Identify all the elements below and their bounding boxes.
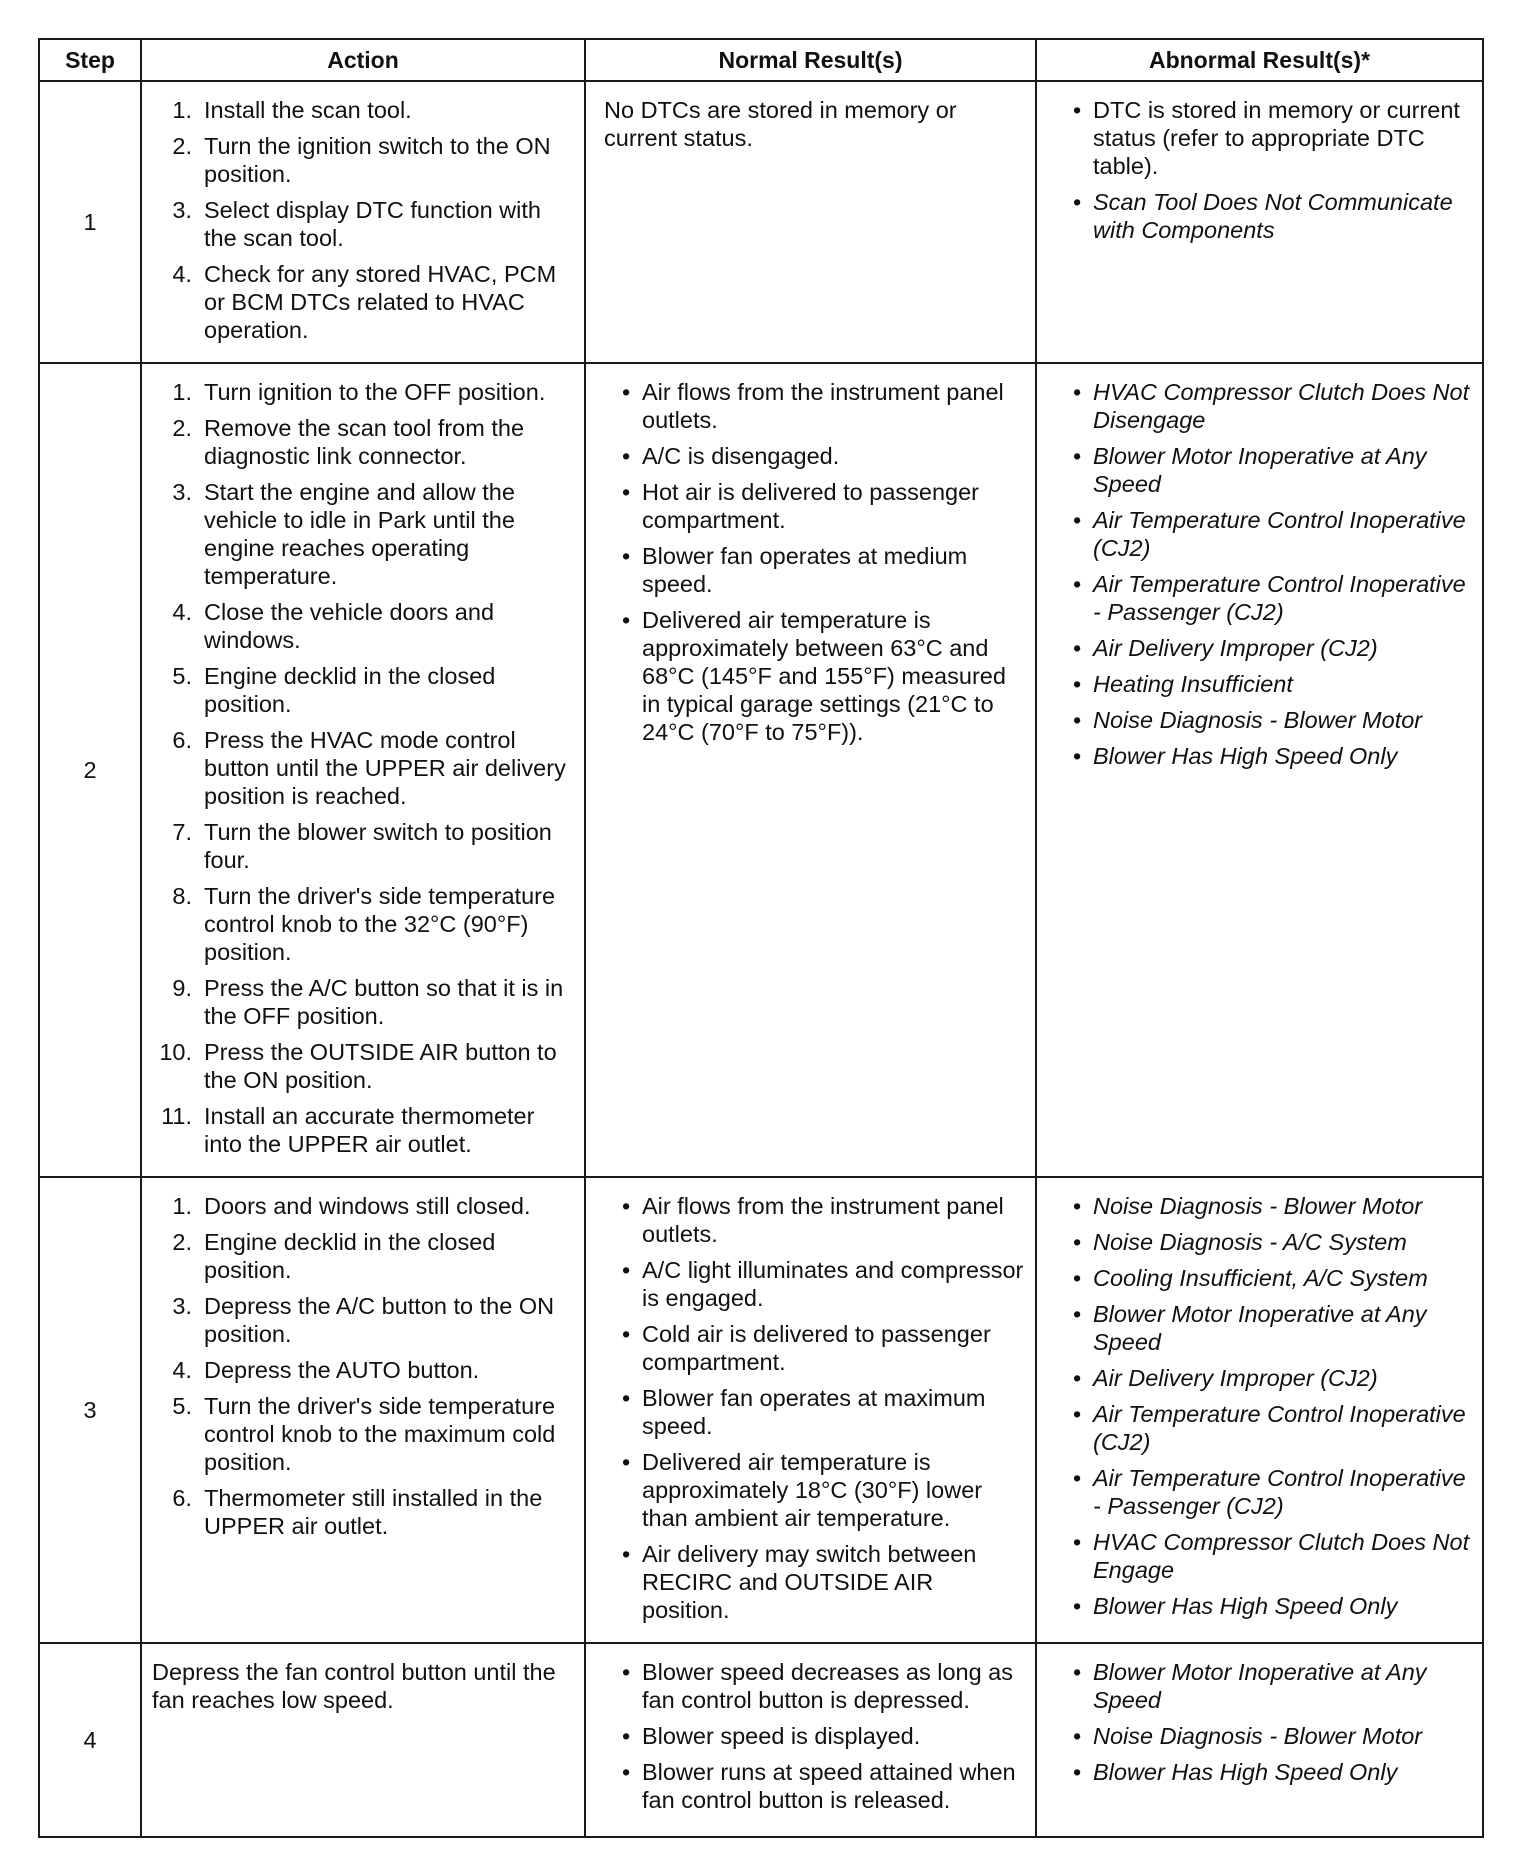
action-item-text: Doors and windows still closed. bbox=[204, 1193, 531, 1219]
action-item-text: Select display DTC function with the scan tool. bbox=[204, 197, 541, 251]
bullet-icon: • bbox=[622, 1449, 631, 1475]
abnormal-result-text: Noise Diagnosis - A/C System bbox=[1093, 1229, 1407, 1255]
abnormal-result-text: Blower Has High Speed Only bbox=[1093, 743, 1398, 769]
step-number: 1 bbox=[39, 81, 141, 363]
bullet-icon: • bbox=[622, 1659, 631, 1685]
normal-result-text: Delivered air temperature is approximately 18°C (30°F) lower than ambient air temperature. bbox=[642, 1449, 983, 1531]
action-item-number: 4. bbox=[172, 261, 192, 287]
normal-result-item bbox=[612, 1256, 1025, 1312]
normal-results-list bbox=[612, 1192, 1025, 1624]
abnormal-result-item bbox=[1063, 742, 1472, 770]
action-item-text: Press the A/C button so that it is in the OFF position. bbox=[204, 975, 564, 1029]
table-row bbox=[39, 363, 1483, 1177]
abnormal-result-item bbox=[1063, 188, 1472, 244]
action-item-number: 8. bbox=[172, 883, 192, 909]
abnormal-result-item bbox=[1063, 1364, 1472, 1392]
abnormal-result-text: Blower Has High Speed Only bbox=[1093, 1593, 1398, 1619]
action-item bbox=[152, 1228, 574, 1284]
action-item-text: Thermometer still installed in the UPPER air outlet. bbox=[204, 1485, 543, 1539]
normal-results-cell bbox=[585, 1643, 1036, 1837]
normal-result-item bbox=[612, 478, 1025, 534]
action-item-number: 3. bbox=[172, 197, 192, 223]
bullet-icon: • bbox=[1073, 1659, 1082, 1685]
action-item-text: Engine decklid in the closed position. bbox=[204, 663, 496, 717]
action-item-number: 4. bbox=[172, 599, 192, 625]
header-step: Step bbox=[39, 39, 141, 81]
abnormal-result-item bbox=[1063, 1758, 1472, 1786]
action-item-text: Turn the ignition switch to the ON position. bbox=[204, 133, 551, 187]
bullet-icon: • bbox=[622, 607, 631, 633]
normal-result-item bbox=[612, 1448, 1025, 1532]
action-item-text: Press the OUTSIDE AIR button to the ON position. bbox=[204, 1039, 557, 1093]
bullet-icon: • bbox=[1073, 1193, 1082, 1219]
action-item-text: Check for any stored HVAC, PCM or BCM DTCs related to HVAC operation. bbox=[204, 261, 557, 343]
bullet-icon: • bbox=[1073, 671, 1082, 697]
step-number: 2 bbox=[39, 363, 141, 1177]
normal-result-text: Blower fan operates at medium speed. bbox=[642, 543, 968, 597]
bullet-icon: • bbox=[1073, 443, 1082, 469]
normal-result-text: Air flows from the instrument panel outlets. bbox=[642, 1193, 1004, 1247]
normal-results-cell bbox=[585, 363, 1036, 1177]
normal-result-item bbox=[612, 1540, 1025, 1624]
abnormal-result-text: HVAC Compressor Clutch Does Not Disengage bbox=[1093, 379, 1470, 433]
abnormal-result-item bbox=[1063, 1464, 1472, 1520]
abnormal-results-cell bbox=[1036, 363, 1483, 1177]
action-item bbox=[152, 1038, 574, 1094]
table-row bbox=[39, 81, 1483, 363]
action-item-number: 1. bbox=[172, 1193, 192, 1219]
action-item-text: Press the HVAC mode control button until the UPPER air delivery position is reached. bbox=[204, 727, 566, 809]
action-item-text: Start the engine and allow the vehicle to idle in Park until the engine reaches operating temperature. bbox=[204, 479, 515, 589]
abnormal-result-item bbox=[1063, 442, 1472, 498]
abnormal-result-text: Noise Diagnosis - Blower Motor bbox=[1093, 1193, 1423, 1219]
action-item-text: Turn ignition to the OFF position. bbox=[204, 379, 546, 405]
abnormal-result-item bbox=[1063, 570, 1472, 626]
abnormal-result-text: Blower Motor Inoperative at Any Speed bbox=[1093, 1301, 1427, 1355]
bullet-icon: • bbox=[1073, 97, 1082, 123]
normal-result-text: Hot air is delivered to passenger compartment. bbox=[642, 479, 980, 533]
header-row bbox=[39, 39, 1483, 81]
abnormal-results-cell bbox=[1036, 1177, 1483, 1643]
action-item-number: 6. bbox=[172, 727, 192, 753]
action-item-number: 5. bbox=[172, 663, 192, 689]
action-item-number: 2. bbox=[172, 1229, 192, 1255]
header-abnormal-results: Abnormal Result(s)* bbox=[1036, 39, 1483, 81]
action-item bbox=[152, 96, 574, 124]
abnormal-result-text: Blower Has High Speed Only bbox=[1093, 1759, 1398, 1785]
action-item-number: 6. bbox=[172, 1485, 192, 1511]
abnormal-results-cell bbox=[1036, 81, 1483, 363]
action-item-text: Engine decklid in the closed position. bbox=[204, 1229, 496, 1283]
normal-result-item bbox=[612, 1658, 1025, 1714]
normal-result-text: No DTCs are stored in memory or current status. bbox=[604, 97, 957, 151]
action-cell bbox=[141, 81, 585, 363]
action-item-number: 9. bbox=[172, 975, 192, 1001]
normal-result-item bbox=[612, 1722, 1025, 1750]
abnormal-result-item bbox=[1063, 1528, 1472, 1584]
action-item bbox=[152, 1392, 574, 1476]
action-cell bbox=[141, 1643, 585, 1837]
abnormal-result-item bbox=[1063, 1228, 1472, 1256]
bullet-icon: • bbox=[1073, 635, 1082, 661]
normal-result-item bbox=[612, 442, 1025, 470]
bullet-icon: • bbox=[1073, 1465, 1082, 1491]
abnormal-result-item bbox=[1063, 706, 1472, 734]
abnormal-results-list bbox=[1063, 378, 1472, 770]
normal-result-text: Cold air is delivered to passenger compartment. bbox=[642, 1321, 991, 1375]
abnormal-result-item bbox=[1063, 1592, 1472, 1620]
normal-result-item bbox=[612, 542, 1025, 598]
bullet-icon: • bbox=[1073, 1301, 1082, 1327]
abnormal-result-item bbox=[1063, 506, 1472, 562]
action-item-number: 1. bbox=[172, 97, 192, 123]
normal-results-cell bbox=[585, 1177, 1036, 1643]
abnormal-result-text: Air Temperature Control Inoperative (CJ2) bbox=[1093, 507, 1466, 561]
normal-result-text: Blower fan operates at maximum speed. bbox=[642, 1385, 986, 1439]
step-number: 4 bbox=[39, 1643, 141, 1837]
abnormal-result-text: Noise Diagnosis - Blower Motor bbox=[1093, 707, 1423, 733]
bullet-icon: • bbox=[622, 1723, 631, 1749]
action-item bbox=[152, 1102, 574, 1158]
abnormal-result-item bbox=[1063, 670, 1472, 698]
action-item-text: Install an accurate thermometer into the UPPER air outlet. bbox=[204, 1103, 535, 1157]
abnormal-result-text: Air Delivery Improper (CJ2) bbox=[1093, 1365, 1378, 1391]
abnormal-result-text: Cooling Insufficient, A/C System bbox=[1093, 1265, 1428, 1291]
normal-results-list bbox=[612, 1658, 1025, 1814]
abnormal-results-list bbox=[1063, 96, 1472, 244]
abnormal-result-text: DTC is stored in memory or current status (refer to appropriate DTC table). bbox=[1093, 97, 1460, 179]
bullet-icon: • bbox=[622, 1759, 631, 1785]
action-item bbox=[152, 414, 574, 470]
normal-result-item bbox=[612, 1192, 1025, 1248]
abnormal-result-text: Noise Diagnosis - Blower Motor bbox=[1093, 1723, 1423, 1749]
action-item bbox=[152, 260, 574, 344]
abnormal-result-item bbox=[1063, 1192, 1472, 1220]
normal-result-text: Blower runs at speed attained when fan control button is released. bbox=[642, 1759, 1016, 1813]
normal-result-text: A/C is disengaged. bbox=[642, 443, 840, 469]
action-item-text: Remove the scan tool from the diagnostic link connector. bbox=[204, 415, 525, 469]
action-item-number: 11. bbox=[161, 1103, 192, 1129]
normal-result-item bbox=[612, 378, 1025, 434]
bullet-icon: • bbox=[622, 1193, 631, 1219]
normal-result-text: Delivered air temperature is approximately between 63°C and 68°C (145°F and 155°F) measured in typical garage settings (21°C to 24°C (70°F to 75°F)). bbox=[642, 607, 1006, 745]
bullet-icon: • bbox=[1073, 1759, 1082, 1785]
bullet-icon: • bbox=[622, 543, 631, 569]
action-list bbox=[152, 378, 574, 1158]
normal-result-text: Air delivery may switch between RECIRC and OUTSIDE AIR position. bbox=[642, 1541, 977, 1623]
bullet-icon: • bbox=[1073, 743, 1082, 769]
action-item-number: 3. bbox=[172, 1293, 192, 1319]
bullet-icon: • bbox=[1073, 707, 1082, 733]
action-cell bbox=[141, 363, 585, 1177]
abnormal-result-item bbox=[1063, 1658, 1472, 1714]
normal-result-item bbox=[612, 1384, 1025, 1440]
action-item-text: Depress the AUTO button. bbox=[204, 1357, 480, 1383]
normal-result-item bbox=[612, 1758, 1025, 1814]
normal-result-text: Blower speed is displayed. bbox=[642, 1723, 921, 1749]
abnormal-results-cell bbox=[1036, 1643, 1483, 1837]
action-list bbox=[152, 1192, 574, 1540]
bullet-icon: • bbox=[1073, 571, 1082, 597]
action-item-number: 2. bbox=[172, 133, 192, 159]
abnormal-result-text: HVAC Compressor Clutch Does Not Engage bbox=[1093, 1529, 1470, 1583]
action-cell bbox=[141, 1177, 585, 1643]
bullet-icon: • bbox=[622, 443, 631, 469]
bullet-icon: • bbox=[622, 1541, 631, 1567]
action-text: Depress the fan control button until the fan reaches low speed. bbox=[152, 1659, 556, 1713]
normal-result-text: Air flows from the instrument panel outlets. bbox=[642, 379, 1004, 433]
bullet-icon: • bbox=[622, 479, 631, 505]
abnormal-results-list bbox=[1063, 1192, 1472, 1620]
bullet-icon: • bbox=[1073, 379, 1082, 405]
action-item bbox=[152, 196, 574, 252]
diagnostic-table bbox=[38, 38, 1484, 1838]
abnormal-result-item bbox=[1063, 1264, 1472, 1292]
abnormal-result-text: Blower Motor Inoperative at Any Speed bbox=[1093, 443, 1427, 497]
abnormal-result-item bbox=[1063, 96, 1472, 180]
normal-result-text: Blower speed decreases as long as fan control button is depressed. bbox=[642, 1659, 1013, 1713]
action-item-number: 3. bbox=[172, 479, 192, 505]
action-item-text: Install the scan tool. bbox=[204, 97, 412, 123]
bullet-icon: • bbox=[622, 379, 631, 405]
action-item-number: 10. bbox=[159, 1039, 192, 1065]
abnormal-result-text: Heating Insufficient bbox=[1093, 671, 1293, 697]
bullet-icon: • bbox=[1073, 189, 1082, 215]
header-normal-results: Normal Result(s) bbox=[585, 39, 1036, 81]
table-row bbox=[39, 1177, 1483, 1643]
action-item-number: 1. bbox=[172, 379, 192, 405]
action-item bbox=[152, 726, 574, 810]
abnormal-result-item bbox=[1063, 634, 1472, 662]
action-item-text: Turn the blower switch to position four. bbox=[204, 819, 552, 873]
normal-results-list bbox=[612, 378, 1025, 746]
abnormal-result-text: Air Temperature Control Inoperative - Passenger (CJ2) bbox=[1093, 571, 1466, 625]
bullet-icon: • bbox=[1073, 507, 1082, 533]
action-item-number: 7. bbox=[172, 819, 192, 845]
action-item bbox=[152, 662, 574, 718]
action-item bbox=[152, 598, 574, 654]
action-item bbox=[152, 1292, 574, 1348]
action-item-text: Close the vehicle doors and windows. bbox=[204, 599, 495, 653]
action-item bbox=[152, 882, 574, 966]
normal-results-cell bbox=[585, 81, 1036, 363]
bullet-icon: • bbox=[1073, 1265, 1082, 1291]
abnormal-result-text: Scan Tool Does Not Communicate with Components bbox=[1093, 189, 1453, 243]
action-item bbox=[152, 1192, 574, 1220]
abnormal-result-text: Air Temperature Control Inoperative - Passenger (CJ2) bbox=[1093, 1465, 1466, 1519]
table-row bbox=[39, 1643, 1483, 1837]
header-action: Action bbox=[141, 39, 585, 81]
abnormal-result-text: Blower Motor Inoperative at Any Speed bbox=[1093, 1659, 1427, 1713]
abnormal-result-item bbox=[1063, 1722, 1472, 1750]
abnormal-results-list bbox=[1063, 1658, 1472, 1786]
action-item bbox=[152, 1356, 574, 1384]
action-item bbox=[152, 974, 574, 1030]
normal-result-text: A/C light illuminates and compressor is engaged. bbox=[642, 1257, 1024, 1311]
normal-result-item bbox=[612, 1320, 1025, 1376]
action-item-text: Turn the driver's side temperature control knob to the maximum cold position. bbox=[204, 1393, 556, 1475]
action-item bbox=[152, 378, 574, 406]
action-item bbox=[152, 478, 574, 590]
bullet-icon: • bbox=[622, 1385, 631, 1411]
abnormal-result-text: Air Temperature Control Inoperative (CJ2) bbox=[1093, 1401, 1466, 1455]
abnormal-result-text: Air Delivery Improper (CJ2) bbox=[1093, 635, 1378, 661]
normal-result-item bbox=[612, 606, 1025, 746]
bullet-icon: • bbox=[1073, 1529, 1082, 1555]
bullet-icon: • bbox=[622, 1257, 631, 1283]
bullet-icon: • bbox=[1073, 1365, 1082, 1391]
action-item-text: Turn the driver's side temperature control knob to the 32°C (90°F) position. bbox=[204, 883, 556, 965]
action-item bbox=[152, 818, 574, 874]
bullet-icon: • bbox=[1073, 1723, 1082, 1749]
abnormal-result-item bbox=[1063, 1300, 1472, 1356]
action-item bbox=[152, 1484, 574, 1540]
step-number: 3 bbox=[39, 1177, 141, 1643]
abnormal-result-item bbox=[1063, 378, 1472, 434]
action-item-number: 5. bbox=[172, 1393, 192, 1419]
action-item bbox=[152, 132, 574, 188]
bullet-icon: • bbox=[622, 1321, 631, 1347]
bullet-icon: • bbox=[1073, 1401, 1082, 1427]
action-item-text: Depress the A/C button to the ON position. bbox=[204, 1293, 555, 1347]
abnormal-result-item bbox=[1063, 1400, 1472, 1456]
action-item-number: 2. bbox=[172, 415, 192, 441]
action-item-number: 4. bbox=[172, 1357, 192, 1383]
bullet-icon: • bbox=[1073, 1593, 1082, 1619]
bullet-icon: • bbox=[1073, 1229, 1082, 1255]
action-list bbox=[152, 96, 574, 344]
